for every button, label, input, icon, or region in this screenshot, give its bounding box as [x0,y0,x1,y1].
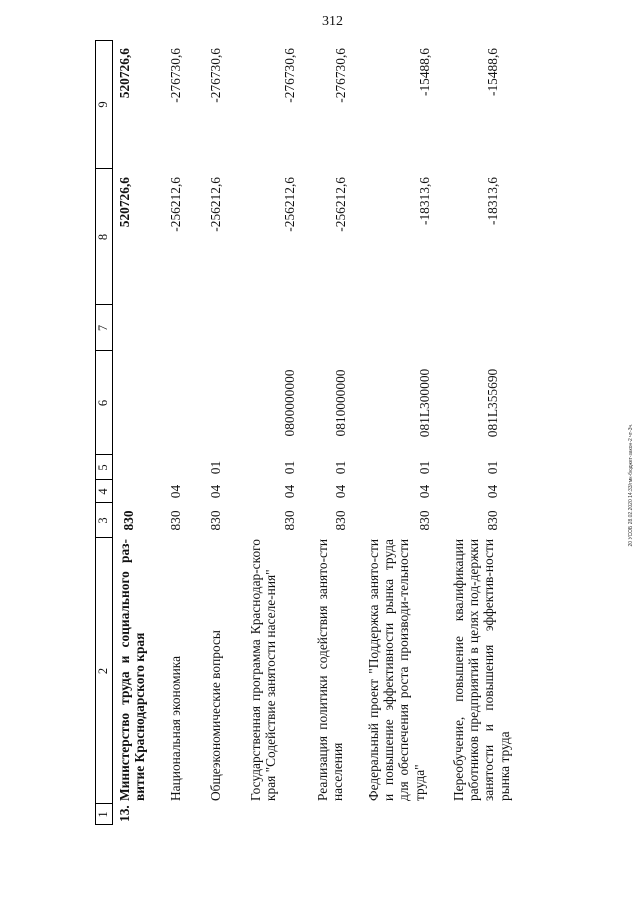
row-3-col-8: -256212,6 [208,177,223,232]
row-4-col-6: 0800000000 [282,369,297,437]
row-4-col-4: 04 [282,484,297,499]
row-3-col-5: 01 [208,460,223,475]
row-7-col-5: 01 [485,460,500,475]
row-2-col-4: 04 [168,484,183,499]
row-6-col-9: -15488,6 [417,48,432,96]
row-1-col-3: 830 [121,510,136,531]
row-1-col-9: 520726,6 [117,48,132,99]
row-2-col-9: -276730,6 [168,48,183,103]
row-1-col-8: 520726,6 [117,177,132,228]
row-6-col-3: 830 [417,510,432,531]
row-7-col-3: 830 [485,510,500,531]
row-5-col-6: 0810000000 [333,369,348,437]
header-col-6: 6 [96,399,110,407]
side-stamp-text: 20 УСОБ 28.02.2020 14:33/гмк-бюджет-закон-2 чт-3ч. [628,423,634,547]
row-5-col-8: -256212,6 [333,177,348,232]
section-number: 13. [117,805,132,822]
row-5-col-9: -276730,6 [333,48,348,103]
header-col-3: 3 [96,517,110,524]
header-col-4: 4 [96,488,110,495]
row-3-col-9: -276730,6 [208,48,223,103]
row-4-col-3: 830 [282,510,297,531]
row-6-col-4: 04 [417,484,432,499]
row-3-name: Общеэкономические вопросы [208,630,223,801]
budget-table [95,40,540,825]
header-col-8: 8 [96,233,110,241]
header-bottom-border [112,40,113,825]
row-4-col-8: -256212,6 [282,177,297,232]
row-4-col-9: -276730,6 [282,48,297,103]
row-5-col-4: 04 [333,484,348,499]
row-7-col-4: 04 [485,484,500,499]
row-7-col-8: -18313,6 [485,177,500,225]
row-5-col-5: 01 [333,460,348,475]
row-1-name: Министерство труда и социального раз-витие Краснодарского края [117,539,148,801]
row-6-col-5: 01 [417,460,432,475]
row-5-col-3: 830 [333,510,348,531]
row-4-name: Государственная программа Краснодар-ского края "Содействие занятости населе-ния" [248,539,279,801]
row-7-col-9: -15488,6 [485,48,500,96]
row-7-col-6: 081L355690 [485,368,500,438]
header-col-2: 2 [96,667,110,675]
header-col-5: 5 [96,464,110,471]
row-2-col-3: 830 [168,510,183,531]
row-4-col-5: 01 [282,460,297,475]
row-2-name: Национальная экономика [168,655,183,801]
row-2-col-8: -256212,6 [168,177,183,232]
row-6-col-6: 081L300000 [417,368,432,438]
page-number: 312 [322,14,343,29]
row-5-name: Реализация политики содействия занято-сти населения [315,539,346,801]
row-6-col-8: -18313,6 [417,177,432,225]
row-7-name: Переобучение, повышение квалификации работников предприятий в целях под-держки занятости и повышения эффектив-ности рынка труда [451,539,512,801]
row-6-name: Федеральный проект "Поддержка занято-сти и повышение эффективности рынка труда для обеспечения роста производи-тельности труда" [366,539,427,801]
row-3-col-3: 830 [208,510,223,531]
header-col-7: 7 [96,324,110,332]
header-col-9: 9 [96,101,110,108]
row-3-col-4: 04 [208,484,223,499]
header-col-1: 1 [96,811,110,818]
